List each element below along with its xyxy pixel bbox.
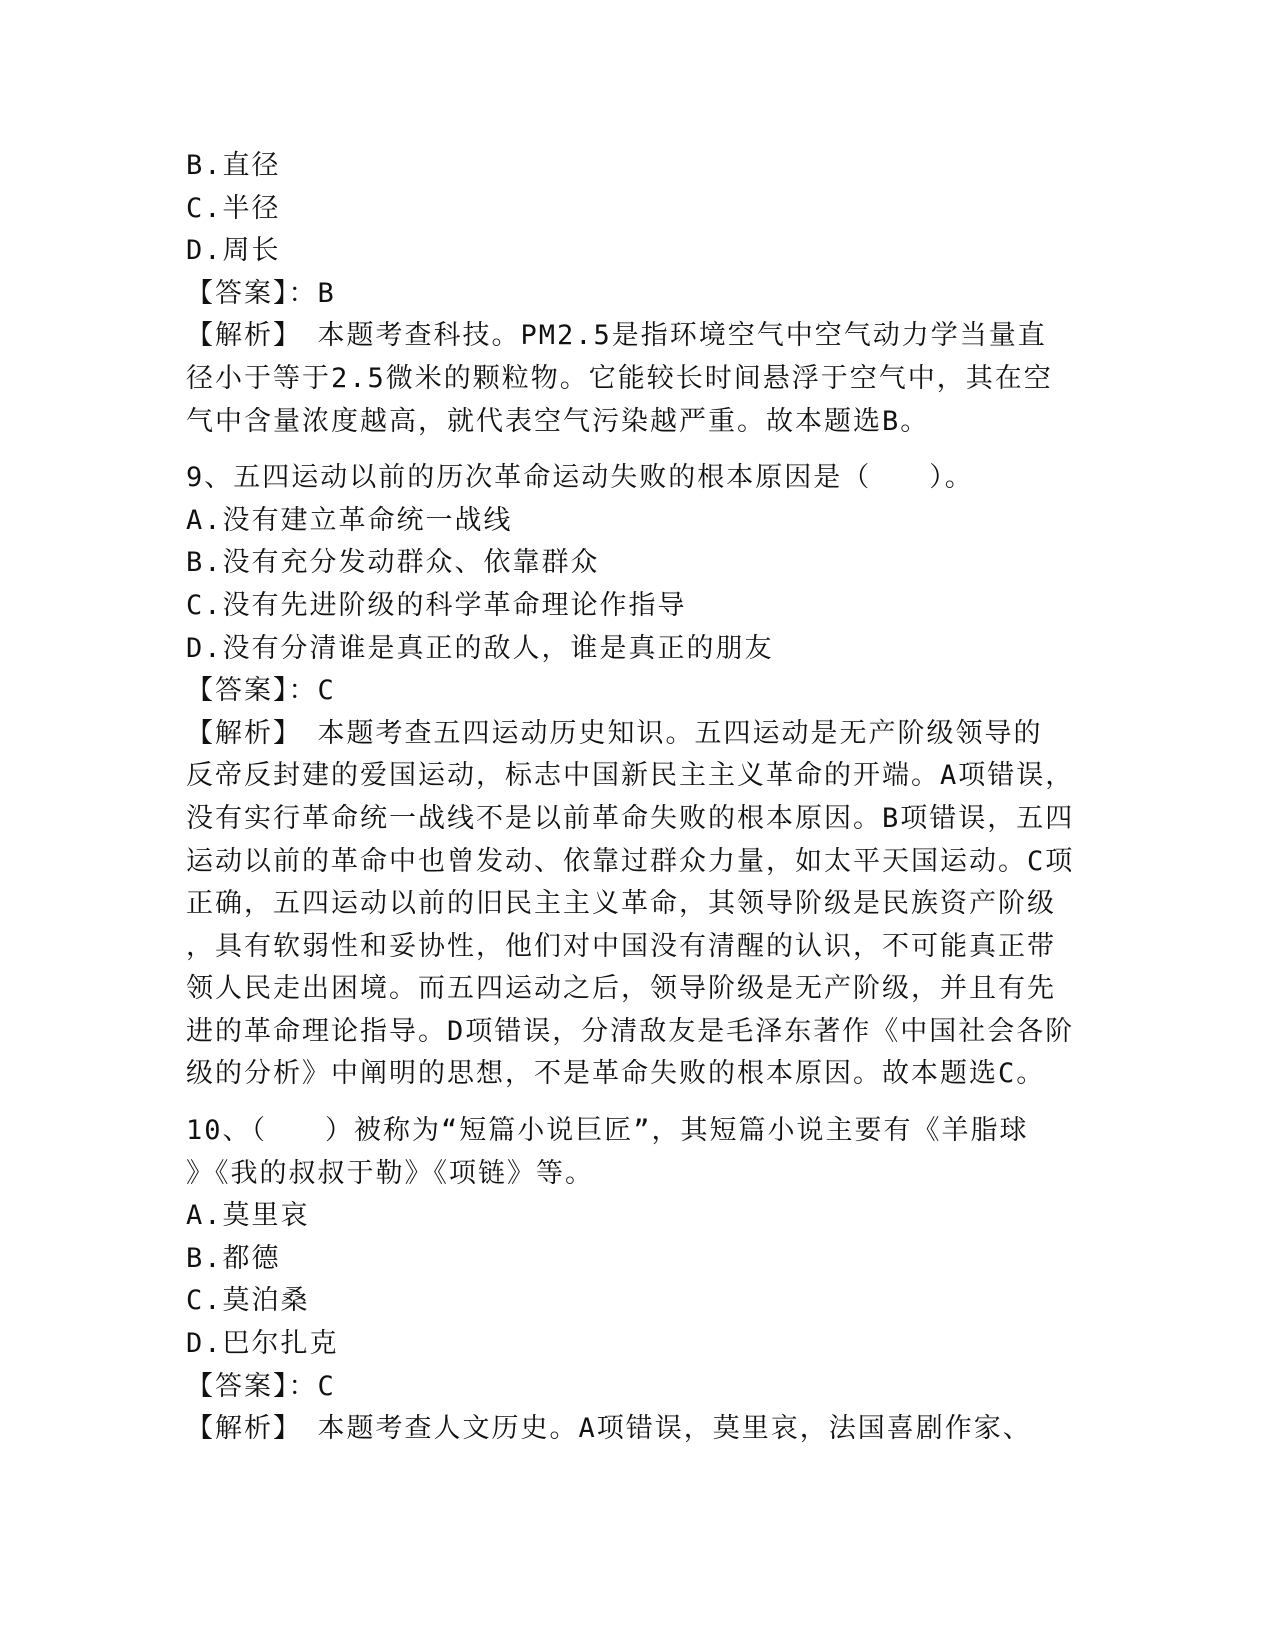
analysis-line: 【解析】 本题考查科技。PM2.5是指环境空气中空气动力学当量直 bbox=[186, 320, 1047, 352]
option-c: C.半径 bbox=[186, 192, 281, 224]
analysis-line: 领人民走出困境。而五四运动之后，领导阶级是无产阶级，并且有先 bbox=[186, 973, 1056, 1005]
option-d: D.周长 bbox=[186, 235, 281, 267]
answer-line: 【答案】：C bbox=[186, 1370, 336, 1402]
analysis-line: 进的革命理论指导。D项错误，分清敌友是毛泽东著作《中国社会各阶 bbox=[186, 1015, 1075, 1047]
question-10 bbox=[186, 1110, 1086, 1451]
option-a: A.没有建立革命统一战线 bbox=[186, 504, 513, 536]
option-c: C.莫泊桑 bbox=[186, 1285, 310, 1317]
question-9 bbox=[186, 457, 1086, 1096]
analysis-line: 正确，五四运动以前的旧民主主义革命，其领导阶级是民族资产阶级 bbox=[186, 888, 1056, 920]
analysis-line: 径小于等于2.5微米的颗粒物。它能较长时间悬浮于空气中，其在空 bbox=[186, 362, 1053, 394]
answer-line: 【答案】：B bbox=[186, 277, 336, 309]
analysis-line: 气中含量浓度越高，就代表空气污染越严重。故本题选B。 bbox=[186, 405, 930, 437]
analysis-line: 运动以前的革命中也曾发动、依靠过群众力量，如太平天国运动。C项 bbox=[186, 845, 1075, 877]
analysis-line: 【解析】 本题考查五四运动历史知识。五四运动是无产阶级领导的 bbox=[186, 717, 1043, 749]
option-b: B.都德 bbox=[186, 1242, 281, 1274]
question-8 bbox=[186, 145, 1086, 443]
section-gap bbox=[186, 443, 1086, 457]
option-d: D.没有分清谁是真正的敌人，谁是真正的朋友 bbox=[186, 632, 774, 664]
question-stem: 9、五四运动以前的历次革命运动失败的根本原因是（ ）。 bbox=[186, 462, 974, 494]
analysis-line: 级的分析》中阐明的思想，不是革命失败的根本原因。故本题选C。 bbox=[186, 1058, 1046, 1090]
document-page bbox=[186, 145, 1086, 1451]
analysis-line: 没有实行革命统一战线不是以前革命失败的根本原因。B项错误，五四 bbox=[186, 802, 1075, 834]
option-d: D.巴尔扎克 bbox=[186, 1328, 339, 1360]
option-b: B.直径 bbox=[186, 150, 281, 181]
analysis-line: 反帝反封建的爱国运动，标志中国新民主主义革命的开端。A项错误， bbox=[186, 760, 1075, 792]
section-gap bbox=[186, 1096, 1086, 1110]
option-c: C.没有先进阶级的科学革命理论作指导 bbox=[186, 589, 687, 621]
question-stem: 》《我的叔叔于勒》《项链》等。 bbox=[186, 1157, 594, 1189]
analysis-line: 【解析】 本题考查人文历史。A项错误，莫里哀，法国喜剧作家、 bbox=[186, 1413, 1032, 1445]
analysis-line: ，具有软弱性和妥协性，他们对中国没有清醒的认识，不可能真正带 bbox=[186, 930, 1056, 962]
question-stem: 10、（ ）被称为“短篇小说巨匠”，其短篇小说主要有《羊脂球 bbox=[186, 1115, 1029, 1147]
option-a: A.莫里哀 bbox=[186, 1200, 310, 1232]
option-b: B.没有充分发动群众、依靠群众 bbox=[186, 547, 600, 579]
answer-line: 【答案】：C bbox=[186, 675, 336, 707]
